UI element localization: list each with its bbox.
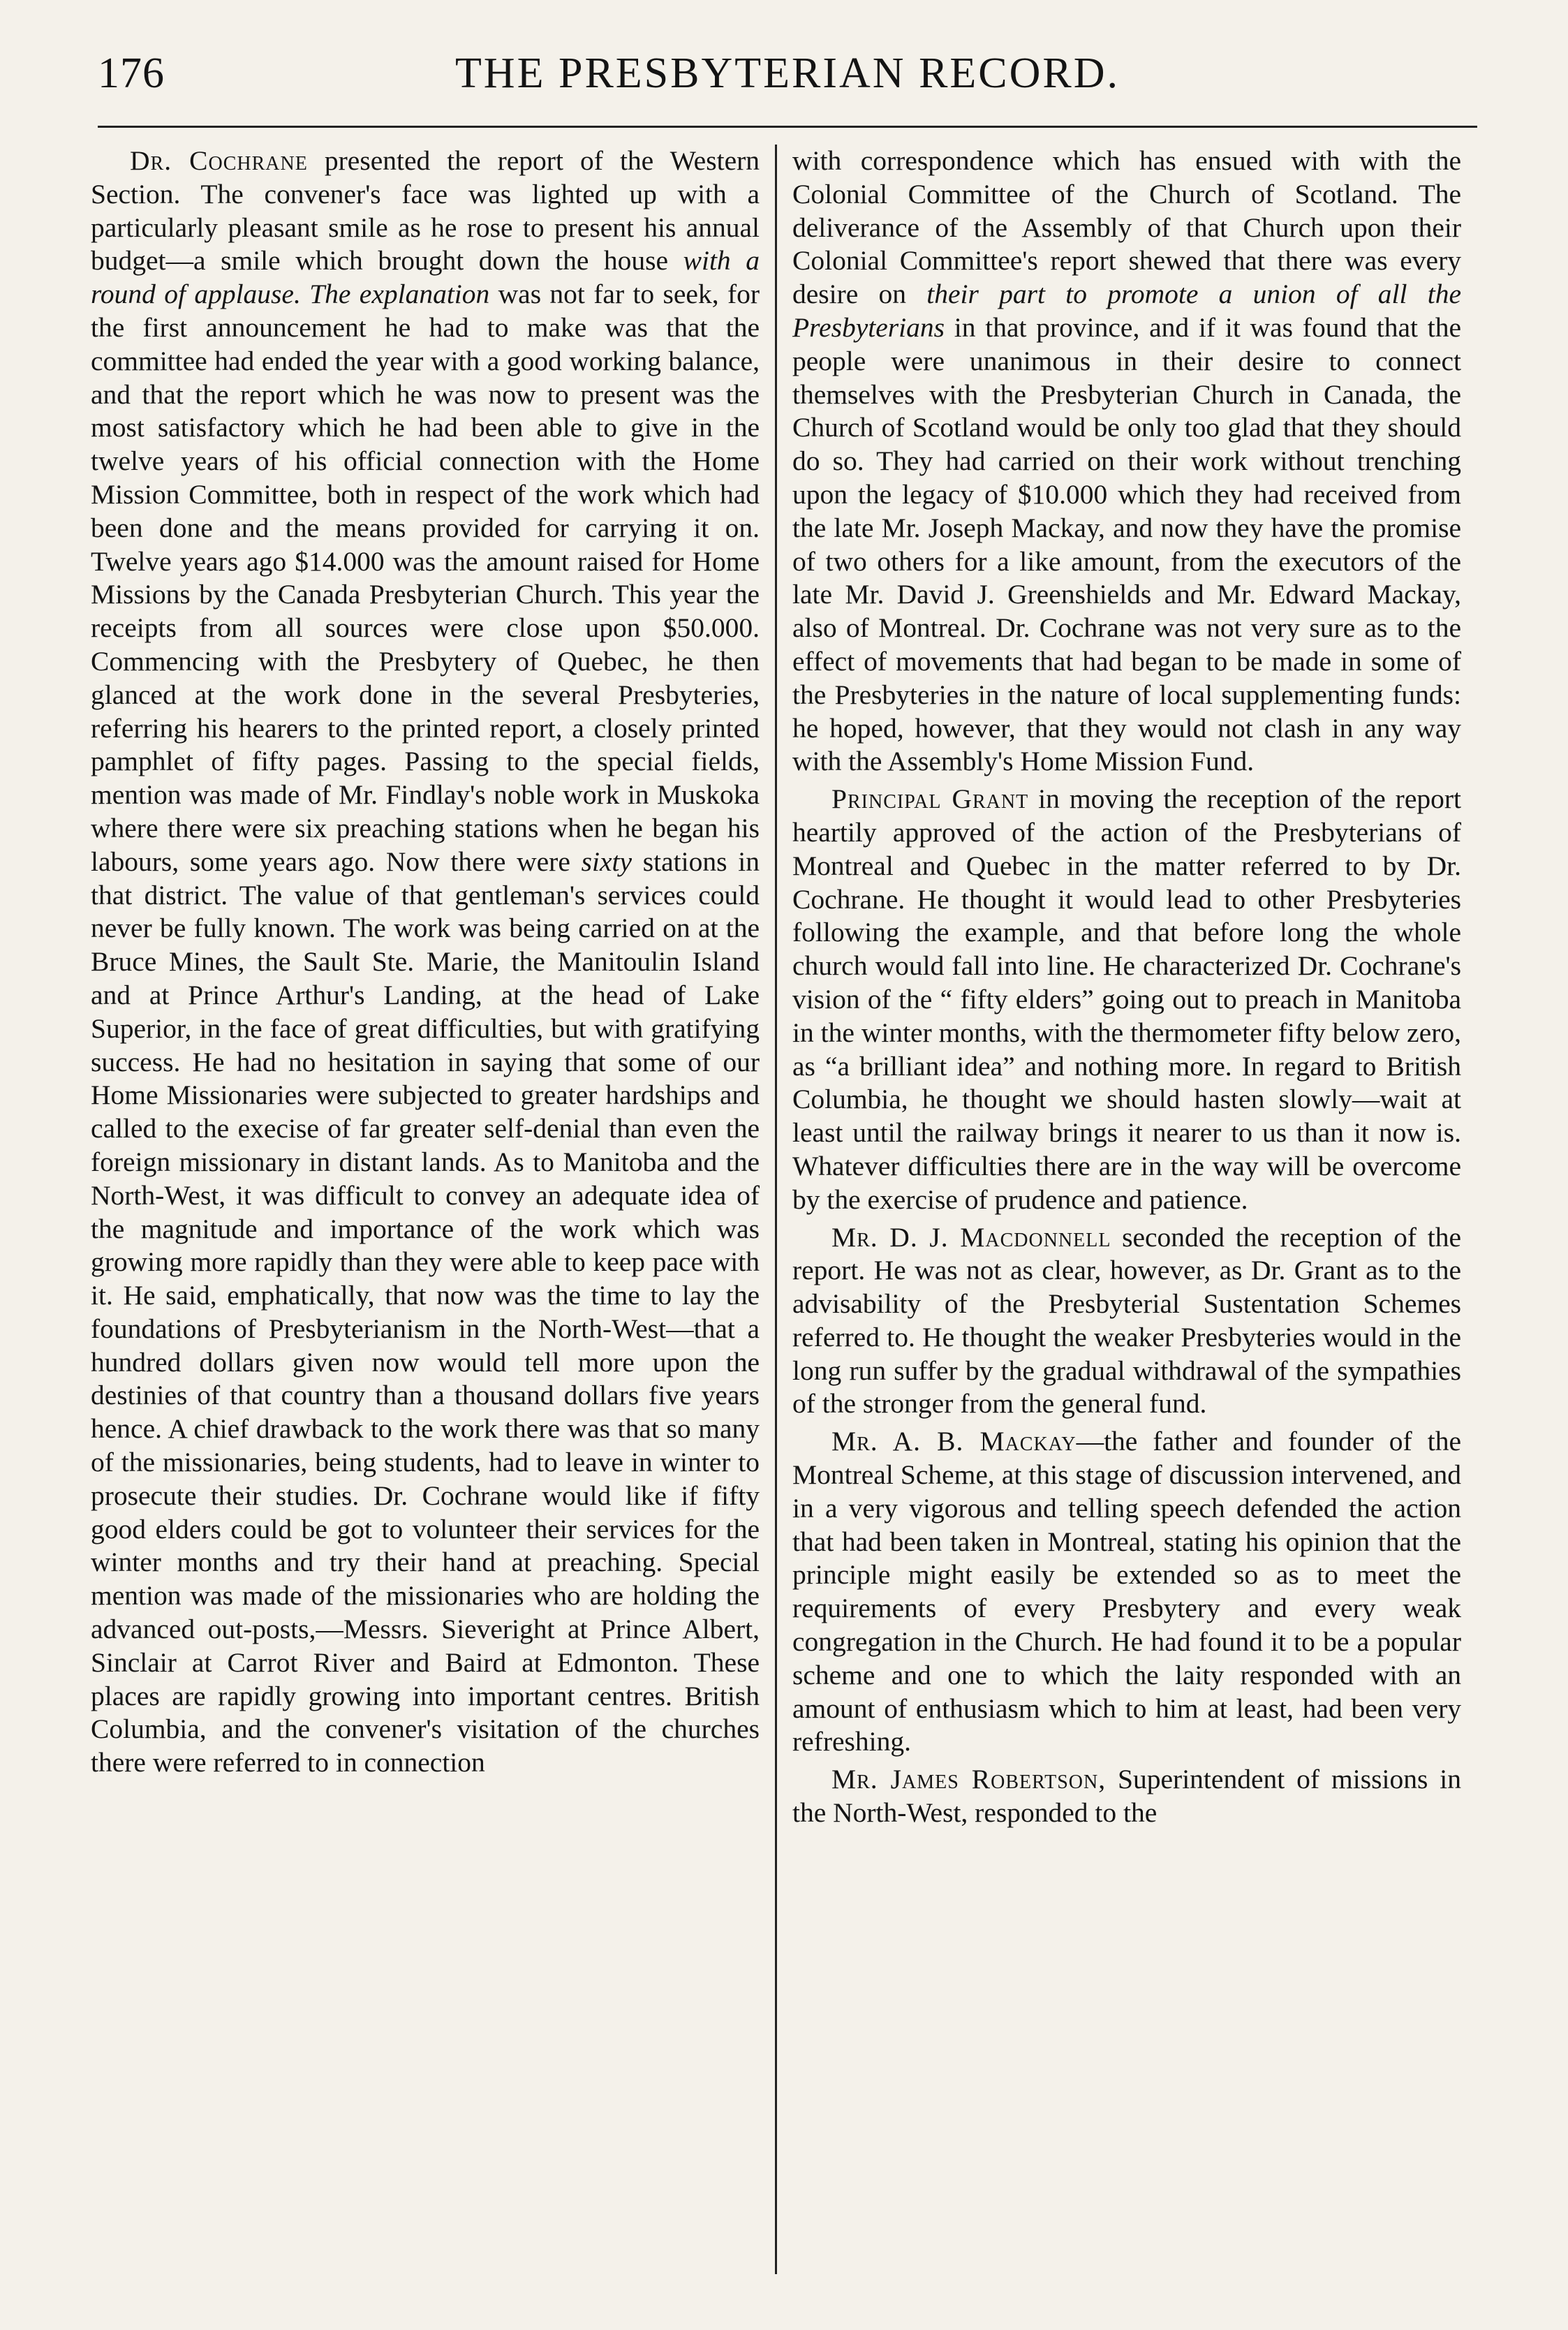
paragraph-text: presented the report of the Western Section. The convener's face was lighted up with a particularly pleasant smile as he rose to present his annual budget—a smile which brought down the house: [91, 145, 760, 276]
speaker-name: Dr. Cochrane: [130, 145, 308, 176]
article-body: [91, 145, 1484, 2274]
page-header: [98, 49, 1477, 128]
page-number: 176: [98, 50, 165, 97]
paragraph-principal-grant: [792, 783, 1461, 1216]
speaker-name: Mr. D. J. Macdonnell: [831, 1221, 1111, 1253]
running-title: THE PRESBYTERIAN RECORD.: [454, 50, 1120, 97]
speaker-name: Mr. James Robertson,: [831, 1764, 1107, 1795]
paragraph-text: seconded the reception of the report. He was not as clear, however, as Dr. Grant as to the advisability of the Presbyterial Sustentation Schemes referred to. He thought the weaker Presbyteries would in the long run suffer by the gradual withdrawal of the sympathies of the stronger from the general fund.: [792, 1221, 1461, 1420]
paragraph-text: in moving the reception of the report heartily approved of the action of the Presbyterians of Montreal and Quebec in the matter referred to by Dr. Cochrane. He thought it would lead to other Presbyteries following the example, and that before long the whole church would fall into line. He characterized Dr. Cochrane's vision of the “ fifty elders” going out to preach in Manitoba in the winter months, with the thermometer fifty below zero, as “a brilliant idea” and nothing more. In regard to British Columbia, he thought we should hasten slowly—wait at least until the railway brings it nearer to us than it now is. Whatever difficulties there are in the way will be overcome by the exercise of prudence and patience.: [792, 783, 1461, 1215]
paragraph-text: in that province, and if it was found that the people were unanimous in their desire to connect themselves with the Presbyterian Church in Canada, the Church of Scotland would be only too glad that they should do so. They had carried on their work without trenching upon the legacy of $10.000 which they had received from the late Mr. Joseph Mackay, and now they have the promise of two others for a like amount, from the executors of the late Mr. David J. Greenshields and Mr. Edward Mackay, also of Montreal. Dr. Cochrane was not very sure as to the effect of movements that had began to be made in some of the Presbyteries in the nature of local supplementing funds: he hoped, however, that they would not clash in any way with the Assembly's Home Mission Fund.: [792, 311, 1461, 777]
paragraph-text: Superintendent of missions in the North-West, responded to the: [792, 1764, 1461, 1829]
paragraph-macdonnell: [792, 1221, 1461, 1422]
italic-text: their part to promote a union of all the Presbyterians: [792, 279, 1461, 343]
speaker-name: Principal Grant: [831, 783, 1029, 815]
italic-text: with a round of applause. The explanation: [91, 245, 760, 310]
paragraph-text: stations in that district. The value of that gentleman's services could never be fully known. The work was being carried on at the Bruce Mines, the Sault Ste. Marie, the Manitoulin Island and at Prince Arthur's Landing, at the head of Lake Superior, in the face of great difficulties, but with gratifying success. He had no hesitation in saying that some of our Home Missionaries were subjected to greater hardships and called to the execise of far greater self-denial than even the foreign missionary in distant lands. As to Manitoba and the North-West, it was difficult to convey an adequate idea of the magnitude and importance of the work which was growing more rapidly than they were able to keep pace with it. He said, emphatically, that now was the time to lay the foundations of Presbyterianism in the North-West—that a hundred dollars given now would tell more upon the destinies of that country than a thousand dollars five years hence. A chief drawback to the work there was that so many of the missionaries, being students, had to leave in winter to prosecute their studies. Dr. Cochrane would like if fifty good elders could be got to volunteer their services for the winter months and try their hand at preaching. Special mention was made of the missionaries who are holding the advanced out-posts,—Messrs. Sieveright at Prince Albert, Sinclair at Carrot River and Baird at Edmonton. These places are rapidly growing into important centres. British Columbia, and the convener's visitation of the churches there were referred to in connection: [91, 846, 760, 1778]
paragraph-text: was not far to seek, for the first announcement he had to make was that the committee had ended the year with a good working balance, and that the report which he was now to present was the most satisfactory which he had been able to give in the twelve years of his official connection with the Home Mission Committee, both in respect of the work which had been done and the means provided for carrying it on. Twelve years ago $14.000 was the amount raised for Home Missions by the Canada Presbyterian Church. This year the receipts from all sources were close upon $50.000. Commencing with the Presbytery of Quebec, he then glanced at the work done in the several Presbyteries, referring his hearers to the printed report, a closely printed pamphlet of fifty pages. Passing to the special fields, mention was made of Mr. Findlay's noble work in Muskoka where there were six preaching stations when he began his labours, some years ago. Now there were: [91, 279, 760, 877]
italic-text: sixty: [581, 846, 633, 877]
right-column: [777, 145, 1461, 2274]
paragraph-text: with correspondence which has ensued with with the Colonial Committee of the Church of Scotland. The deliverance of the Assembly of that Church upon their Colonial Committee's report shewed that there was every desire on: [792, 145, 1461, 310]
speaker-name: Mr. A. B. Mackay: [831, 1426, 1077, 1457]
paragraph-text: —the father and founder of the Montreal Scheme, at this stage of discussion intervened, and in a very vigorous and telling speech defended the action that had been taken in Montreal, stating his opinion that the principle might easily be extended so as to meet the requirements of every Presbytery and every weak congregation in the Church. He had found it to be a popular scheme and one to which the laity responded with an amount of enthusiasm which to him at least, had been very refreshing.: [792, 1426, 1461, 1757]
paragraph-robertson: [792, 1763, 1461, 1830]
paragraph-mackay: [792, 1425, 1461, 1759]
paragraph-cochrane-report: [91, 145, 760, 1780]
left-column: [91, 145, 775, 2274]
paragraph-continuation: [792, 145, 1461, 779]
